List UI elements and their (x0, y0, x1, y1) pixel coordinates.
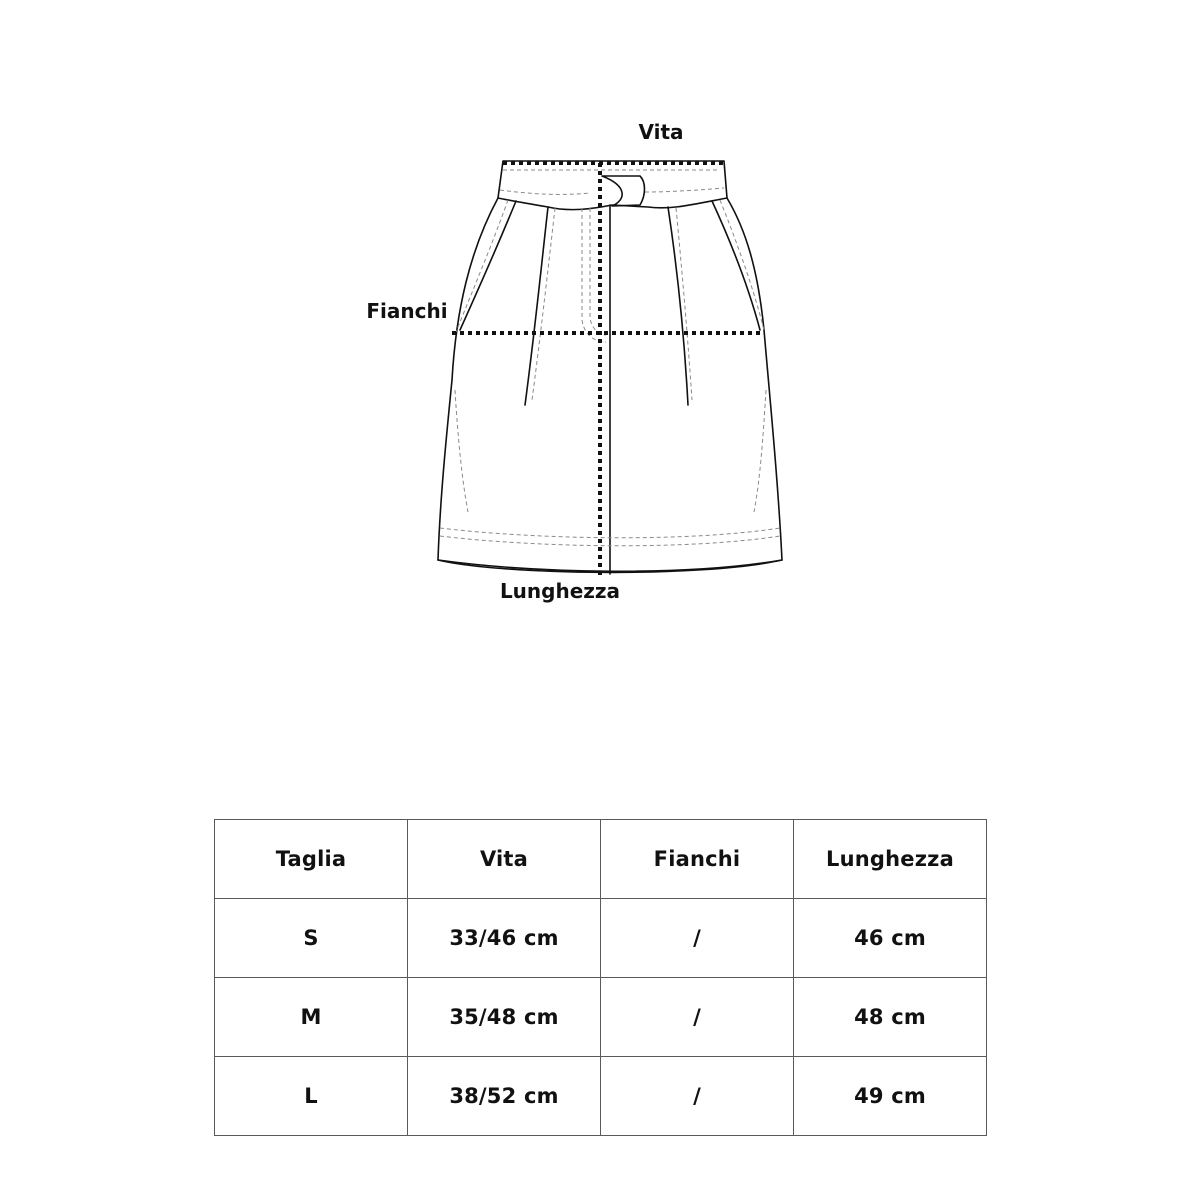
header-size: Taglia (215, 820, 408, 899)
cell-hips: / (601, 899, 794, 978)
header-waist: Vita (408, 820, 601, 899)
cell-hips: / (601, 1057, 794, 1136)
measurement-guides (452, 163, 764, 575)
left-pocket-line (460, 201, 516, 330)
header-hips: Fianchi (601, 820, 794, 899)
waist-label: Vita (638, 120, 684, 144)
cell-hips: / (601, 978, 794, 1057)
cell-length: 46 cm (794, 899, 987, 978)
belt-tab (602, 176, 645, 206)
skirt-illustration (438, 161, 782, 574)
header-length: Lunghezza (794, 820, 987, 899)
cell-length: 48 cm (794, 978, 987, 1057)
left-pleat (525, 207, 548, 405)
cell-waist: 38/52 cm (408, 1057, 601, 1136)
cell-size: M (215, 978, 408, 1057)
table-row (215, 899, 987, 978)
waistband-outline (498, 161, 727, 210)
cell-size: S (215, 899, 408, 978)
length-label: Lunghezza (499, 579, 621, 603)
hips-label: Fianchi (366, 299, 448, 323)
cell-waist: 33/46 cm (408, 899, 601, 978)
table-row (215, 1057, 987, 1136)
cell-waist: 35/48 cm (408, 978, 601, 1057)
table-header-row (215, 820, 987, 899)
table-row (215, 978, 987, 1057)
cell-length: 49 cm (794, 1057, 987, 1136)
size-chart-table (214, 819, 987, 1136)
cell-size: L (215, 1057, 408, 1136)
